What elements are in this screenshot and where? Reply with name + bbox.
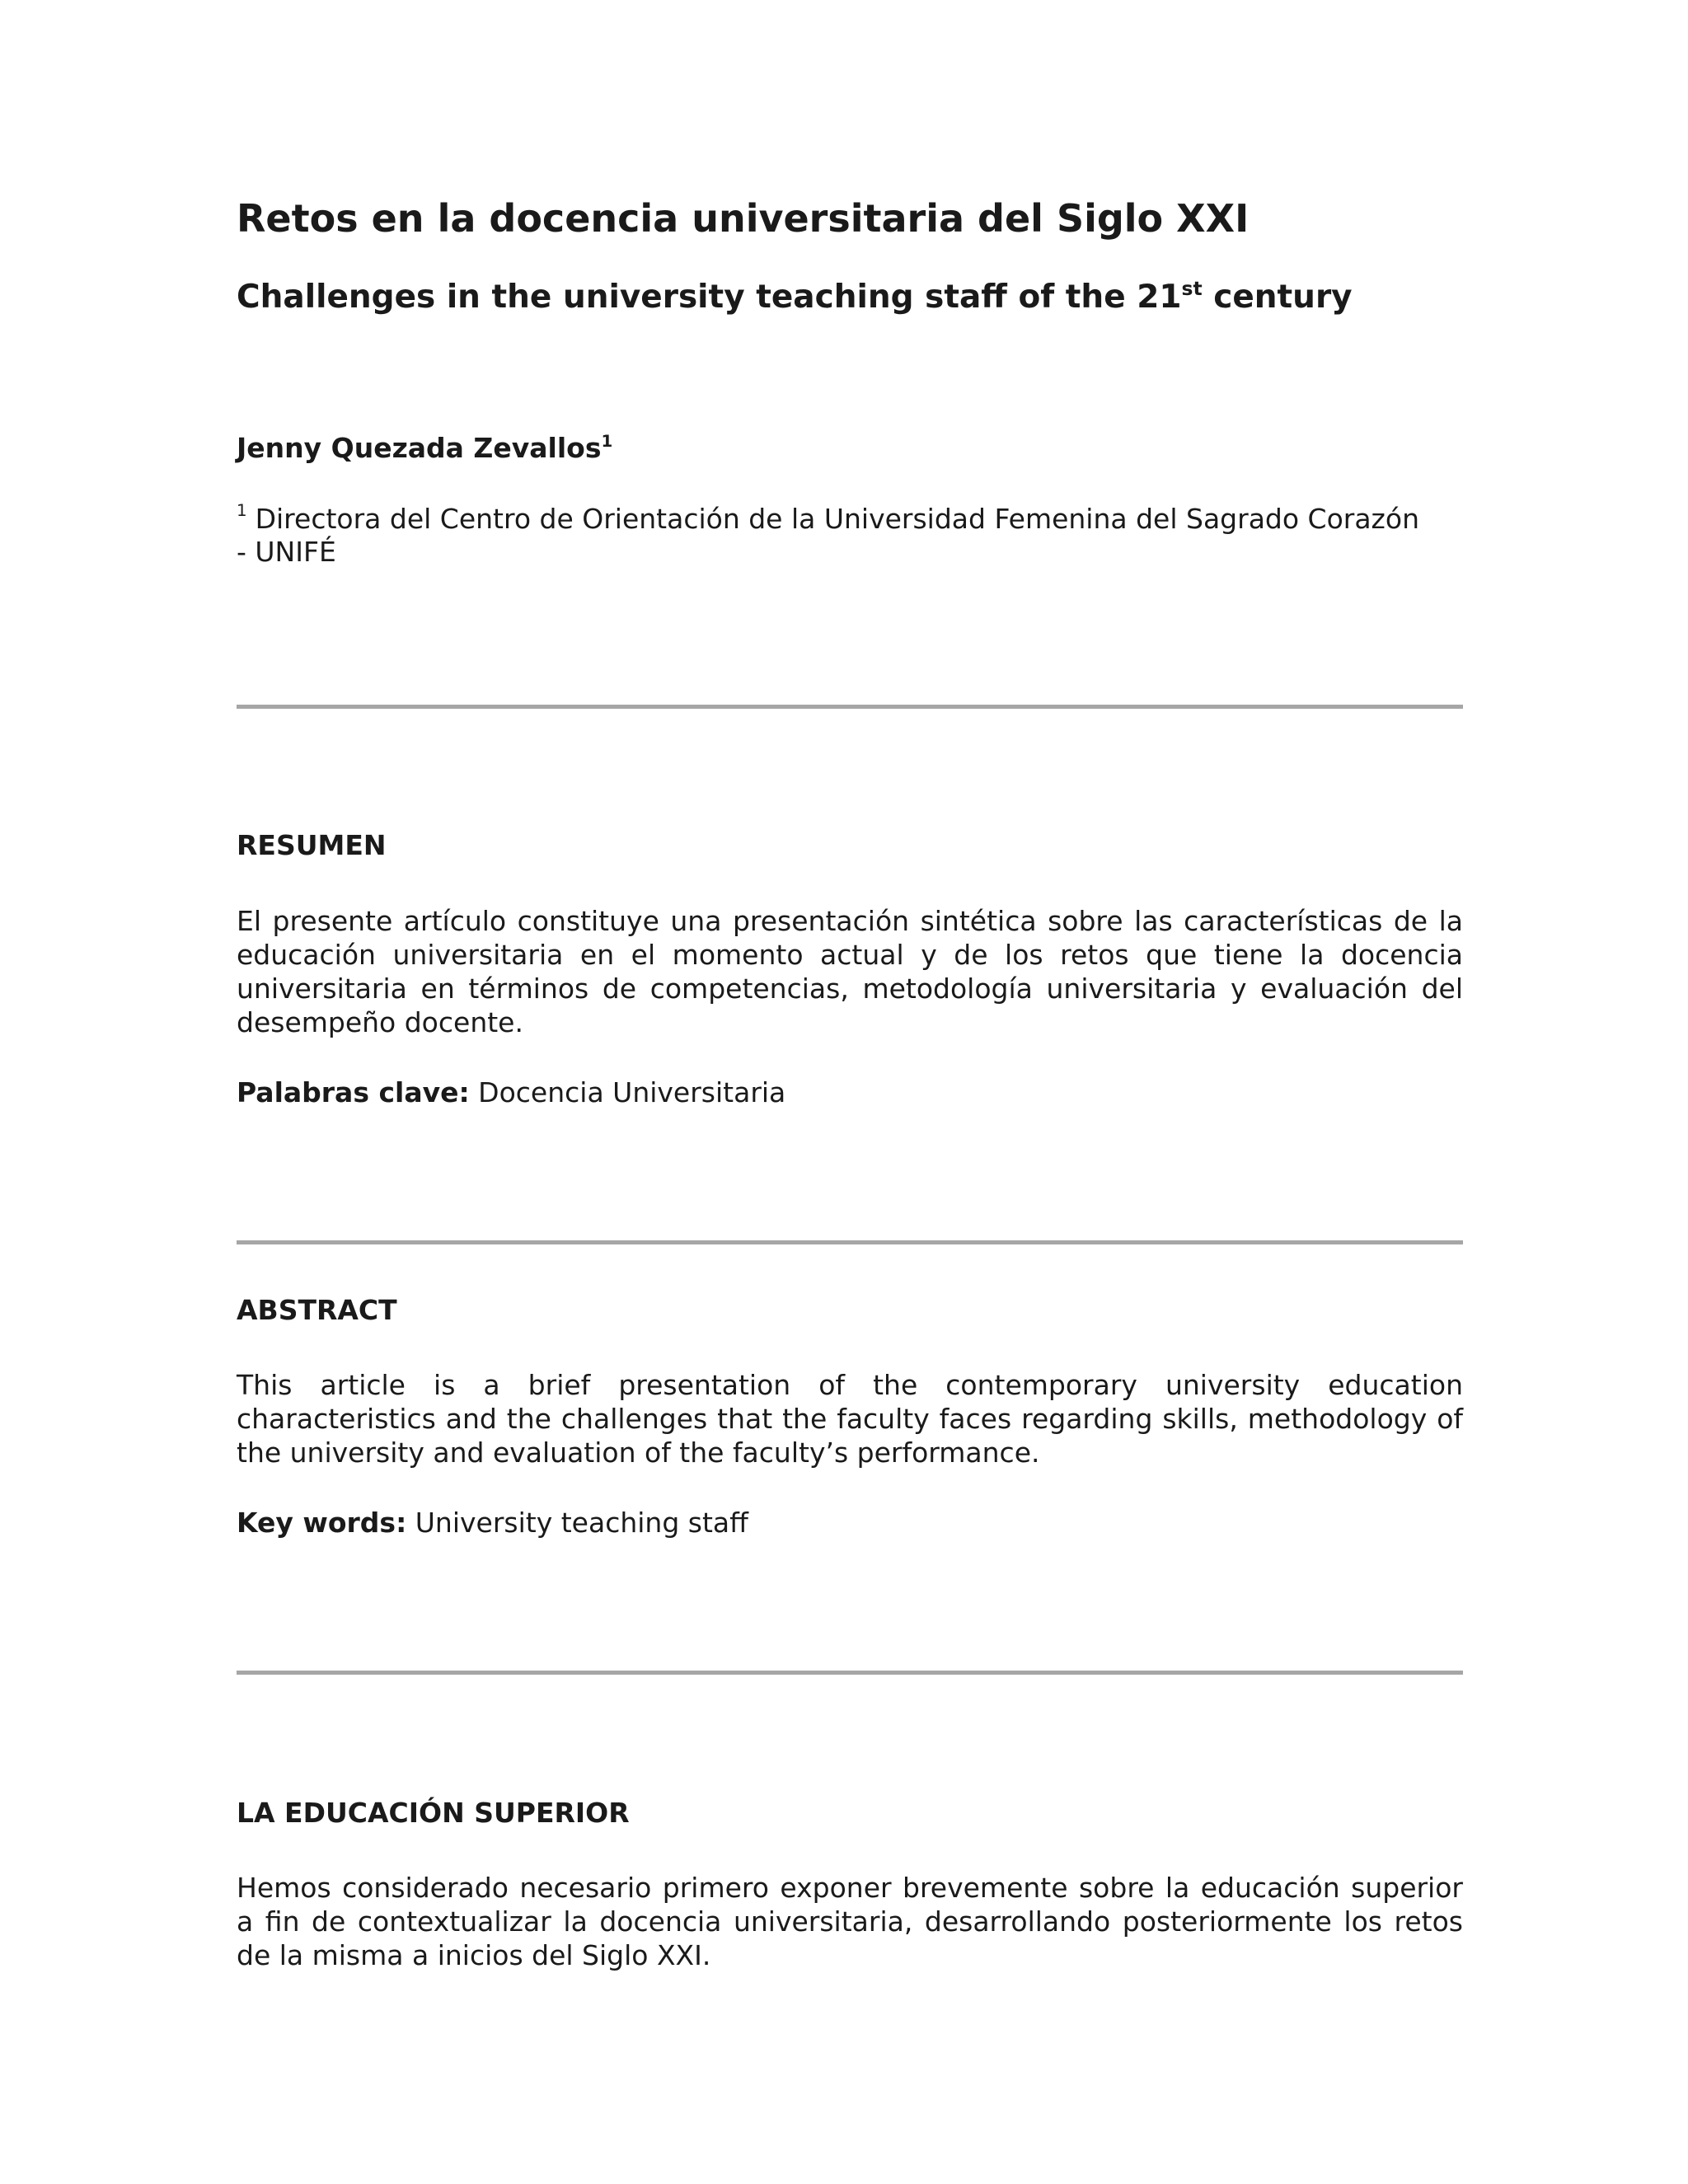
- abstract-keywords: [237, 1507, 1463, 1540]
- keywords-label: Key words:: [237, 1507, 407, 1539]
- subtitle-superscript: st: [1181, 276, 1203, 300]
- paper-subtitle: [237, 276, 1463, 317]
- keywords-value: University teaching staff: [406, 1507, 748, 1539]
- keywords-value: Docencia Universitaria: [469, 1076, 786, 1108]
- divider-line: [237, 705, 1463, 709]
- resumen-keywords: [237, 1076, 1463, 1109]
- section-heading: LA EDUCACIÓN SUPERIOR: [237, 1797, 630, 1829]
- affiliation-footnote-mark: 1: [237, 501, 247, 520]
- resumen-heading: RESUMEN: [237, 829, 387, 861]
- author-name-text: Jenny Quezada Zevallos: [237, 432, 602, 464]
- abstract-body: This article is a brief presentation of the contemporary university education characteristics and the challenges that the faculty faces regarding skills, methodology of the university and evaluation of the faculty’s performance.: [237, 1369, 1463, 1469]
- affiliation-line-2: - UNIFÉ: [237, 536, 336, 568]
- section-body: Hemos considerado necesario primero exponer brevemente sobre la educación superior a fin de contextualizar la docencia universitaria, desarrollando posteriormente los retos de la misma a inicios del Siglo XXI.: [237, 1872, 1463, 1971]
- paper-title: Retos en la docencia universitaria del Siglo XXI: [237, 196, 1250, 241]
- author-affiliation: [237, 503, 1463, 569]
- subtitle-text: Challenges in the university teaching staff of the 21: [237, 279, 1182, 316]
- abstract-heading: ABSTRACT: [237, 1294, 397, 1326]
- affiliation-line-1: [237, 503, 1463, 536]
- divider-line: [237, 1240, 1463, 1244]
- affiliation-text: Directora del Centro de Orientación de la Universidad Femenina del Sagrado Corazón: [255, 503, 1419, 535]
- author-name: [237, 432, 1463, 465]
- divider-line: [237, 1671, 1463, 1675]
- subtitle-tail: century: [1202, 279, 1353, 316]
- keywords-label: Palabras clave:: [237, 1076, 470, 1108]
- resumen-body: El presente artículo constituye una presentación sintética sobre las características de la educación universitaria en el momento actual y de los retos que tiene la docencia universitaria en términos de competencias, metodología universitaria y evaluación del desempeño docente.: [237, 905, 1463, 1038]
- author-footnote-mark: 1: [601, 432, 613, 452]
